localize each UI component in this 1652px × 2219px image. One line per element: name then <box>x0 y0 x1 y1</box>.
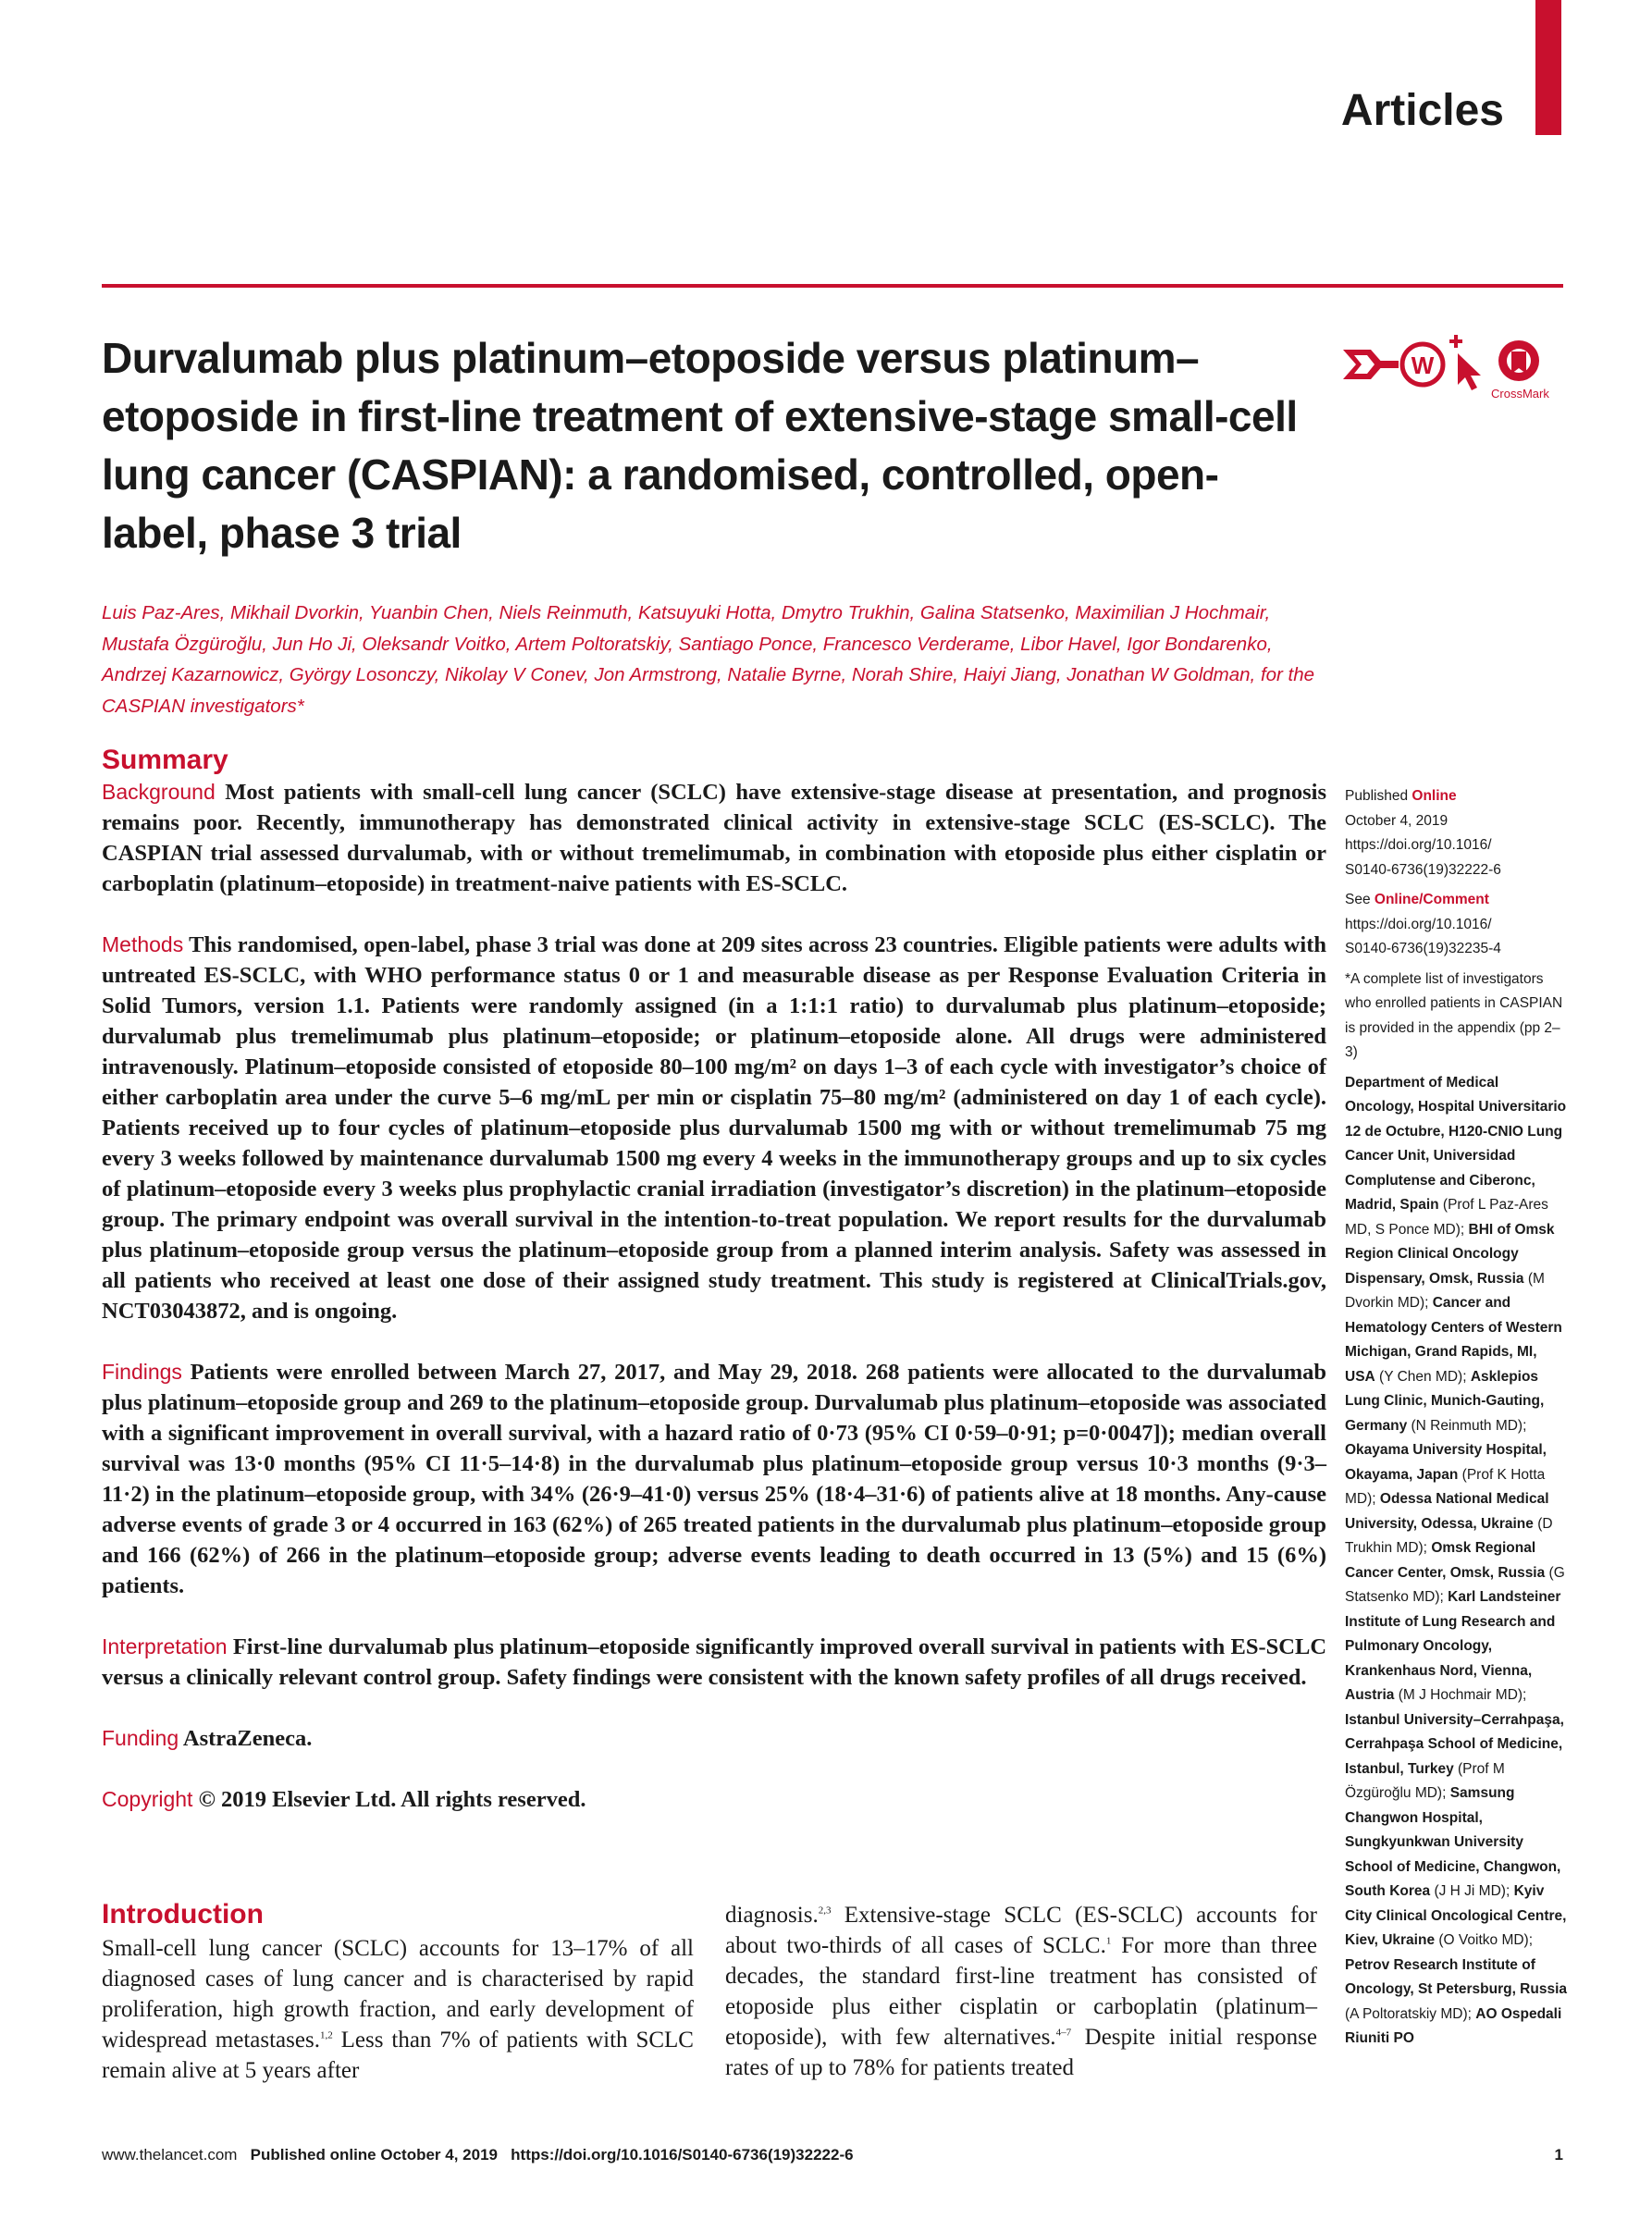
affiliation-institution: Cancer and Hematology Centers of Western Michigan, Grand Rapids, MI, USA <box>1345 1295 1562 1385</box>
affiliation-authors: (M Dvorkin MD); <box>1345 1270 1545 1311</box>
funding-text: AstraZeneca. <box>182 1726 313 1751</box>
intro-text: Small-cell lung cancer (SCLC) accounts for 13–17% of all diagnosed cases of lung cancer and is characterised by rapid proliferation, high growth fraction, and early development of widespread metastases. <box>102 1936 694 2053</box>
page-number: 1 <box>1554 2146 1563 2164</box>
affiliation-authors: (Prof L Paz-Ares MD, S Ponce MD); <box>1345 1197 1548 1238</box>
crossmark-icon <box>1498 340 1539 381</box>
affiliation-authors: (Prof M Özgüroğlu MD); <box>1345 1760 1505 1801</box>
affiliation-institution: Omsk Regional Cancer Center, Omsk, Russia <box>1345 1540 1546 1581</box>
affiliation-institution: Karl Landsteiner Institute of Lung Research and Pulmonary Oncology, Krankenhaus Nord, Vienna, Austria <box>1345 1589 1561 1703</box>
cursor-plus-icon <box>1449 335 1481 390</box>
summary-section <box>102 744 1326 1845</box>
crossmark-label: CrossMark <box>1491 387 1549 401</box>
introduction-column-2 <box>725 1900 1317 2083</box>
section-label: Articles <box>1340 86 1504 135</box>
methods-label: Methods <box>102 932 184 956</box>
affiliation-authors: (M J Hochmair MD); <box>1394 1687 1527 1703</box>
summary-findings <box>102 1357 1326 1601</box>
funding-label: Funding <box>102 1726 179 1750</box>
findings-label: Findings <box>102 1360 182 1384</box>
affiliation-authors: (O Voitko MD); <box>1435 1932 1534 1948</box>
see-comment <box>1345 888 1567 962</box>
published-date: October 4, 2019 <box>1345 812 1449 829</box>
published-prefix: Published <box>1345 788 1412 804</box>
affiliation-institution: Kyiv City Clinical Oncological Centre, Kiev, Ukraine <box>1345 1883 1567 1948</box>
summary-background <box>102 777 1326 899</box>
methods-text: This randomised, open-label, phase 3 trial was done at 209 sites across 23 countries. Eligible patients were adults with untreated ES-SCLC, with WHO performance status 0 or 1 and measurable disease as per Response Evaluation Criteria in Solid Tumors, version 1.1. Patients were randomly assigned (in a 1:1:1 ratio) to durvalumab plus platinum–etoposide; durvalumab plus tremelimumab plus platinum–etoposide; or platinum–etoposide alone. All drugs were administered intravenously. Platinum–etoposide consisted of etoposide 80–100 mg/m² on days 1–3 of each cycle with investigator’s choice of either carboplatin area under the curve 5–6 mg/mL per min or cisplatin 75–80 mg/m² (administered on day 1 of each cycle). Patients received up to four cycles of platinum–etoposide plus durvalumab 1500 mg with or without tremelimumab 75 mg every 3 weeks followed by maintenance durvalumab 1500 mg every 4 weeks in the immunotherapy groups and up to six cycles of platinum–etoposide every 3 weeks plus prophylactic cranial irradiation (investigator’s discretion) in the platinum–etoposide group. The primary endpoint was overall survival in the intention-to-treat population. We report results for the durvalumab plus platinum–etoposide group versus the platinum–etoposide group from a planned interim analysis. Safety was assessed in all patients who received at least one dose of their assigned study treatment. This study is registered at ClinicalTrials.gov, NCT03043872, and is ongoing. <box>102 932 1326 1324</box>
header-rule <box>102 284 1563 288</box>
summary-funding <box>102 1723 1326 1754</box>
background-label: Background <box>102 780 216 804</box>
section-tab <box>1535 0 1561 135</box>
intro-text: diagnosis. <box>725 1903 819 1928</box>
footer-doi[interactable]: https://doi.org/10.1016/S0140-6736(19)32222-6 <box>511 2146 854 2164</box>
affiliation-authors: (G Statsenko MD); <box>1345 1564 1565 1605</box>
affiliation-institution: Petrov Research Institute of Oncology, St Petersburg, Russia <box>1345 1956 1568 1997</box>
summary-methods <box>102 930 1326 1326</box>
sidebar-notes <box>1345 784 1567 2057</box>
findings-text: Patients were enrolled between March 27, 2017, and May 29, 2018. 268 patients were allocated to the durvalumab plus platinum–etoposide group and 269 to the platinum–etoposide group. Durvalumab plus platinum–etoposide was associated with a significant improvement in overall survival, with a hazard ratio of 0·73 (95% CI 0·59–0·91; p=0·0047]); median overall survival was 13·0 months (95% CI 11·5–14·8) in the durvalumab plus platinum–etoposide group versus 10·3 months (9·3–11·2) in the platinum–etoposide group, with 34% (26·9–41·0) versus 25% (18·4–31·6) of patients alive at 18 months. Any-cause adverse events of grade 3 or 4 occurred in 163 (62%) of 265 treated patients in the durvalumab plus platinum–etoposide group and 166 (62%) of 266 in the platinum–etoposide group; adverse events leading to death occurred in 13 (5%) and 15 (6%) patients. <box>102 1360 1326 1598</box>
interpretation-text: First-line durvalumab plus platinum–etoposide significantly improved overall survival in patients with ES-SCLC versus a clinically relevant control group. Safety findings were consistent with the known safety profiles of all drugs received. <box>102 1634 1327 1690</box>
intro-text: Extensive-stage SCLC (ES-SCLC) accounts for about two-thirds of all cases of SCLC. <box>725 1903 1317 1958</box>
summary-heading: Summary <box>102 745 228 775</box>
summary-interpretation <box>102 1632 1326 1693</box>
interpretation-label: Interpretation <box>102 1634 228 1658</box>
introduction-column-1 <box>102 1933 694 2086</box>
author-list: Luis Paz-Ares, Mikhail Dvorkin, Yuanbin Chen, Niels Reinmuth, Katsuyuki Hotta, Dmytro Trukhin, Galina Statsenko, Maximilian J Hochmair, Mustafa Özgüroğlu, Jun Ho Ji, Oleksandr Voitko, Artem Poltoratskiy, Santiago Ponce, Francesco Verderame, Libor Havel, Igor Bondarenko, Andrzej Kazarnowicz, György Losonczy, Nikolay V Conev, Jon Armstrong, Natalie Byrne, Norah Shire, Haiyi Jiang, Jonathan W Goldman, for the CASPIAN investigators* <box>102 602 1315 717</box>
svg-text:W: W <box>1411 351 1435 379</box>
citation-ref[interactable]: 2,3 <box>818 1905 832 1917</box>
footer-published: Published online October 4, 2019 <box>250 2146 498 2164</box>
comment-link[interactable]: Online/Comment <box>1374 892 1489 907</box>
citation-ref[interactable]: 1,2 <box>319 2029 333 2041</box>
affiliation-institution: Samsung Changwon Hospital, Sungkyunkwan University School of Medicine, Changwon, South Korea <box>1345 1785 1561 1899</box>
citation-ref[interactable]: 1 <box>1105 1935 1112 1947</box>
published-online-link[interactable]: Online <box>1412 788 1457 804</box>
footer-site[interactable]: www.thelancet.com <box>102 2146 238 2164</box>
affiliation-authors: (A Poltoratskiy MD); <box>1345 2005 1472 2022</box>
intro-text: Less than 7% of patients with SCLC remain alive at 5 years after <box>102 2028 694 2083</box>
affiliation-institution: Okayama University Hospital, Okayama, Japan <box>1345 1442 1547 1483</box>
affiliation-authors: (D Trukhin MD); <box>1345 1515 1553 1556</box>
affiliation-institution: BHI of Omsk Region Clinical Oncology Dispensary, Omsk, Russia <box>1345 1221 1555 1287</box>
affiliation-authors: (Y Chen MD); <box>1375 1368 1467 1385</box>
intro-text: For more than three decades, the standard first-line treatment has consisted of etoposide plus either cisplatin or carboplatin (platinum–etoposide), with few alternatives. <box>725 1933 1317 2050</box>
introduction-heading: Introduction <box>102 1899 264 1929</box>
wiley-w-icon <box>1402 344 1443 385</box>
background-text: Most patients with small-cell lung cancer (SCLC) have extensive-stage disease at presentation, and prognosis remains poor. Recently, immunotherapy has demonstrated clinical activity in extensive-stage SCLC (ES-SCLC). The CASPIAN trial assessed durvalumab, with or without tremelimumab, in combination with etoposide plus either cisplatin or carboplatin (platinum–etoposide) in treatment-naive patients with ES-SCLC. <box>102 780 1326 896</box>
copyright-text: © 2019 Elsevier Ltd. All rights reserved. <box>198 1787 586 1812</box>
citation-ref[interactable]: 4–7 <box>1055 2027 1072 2039</box>
comment-doi[interactable]: https://doi.org/10.1016/ <box>1345 916 1492 932</box>
affiliation-institution: Odessa National Medical University, Odessa, Ukraine <box>1345 1491 1549 1532</box>
affiliation-institution: Asklepios Lung Clinic, Munich-Gauting, Germany <box>1345 1368 1545 1434</box>
affiliation-institution: Istanbul University–Cerrahpaşa, Cerrahpaşa School of Medicine, Istanbul, Turkey <box>1345 1711 1564 1777</box>
comment-doi[interactable]: S0140-6736(19)32235-4 <box>1345 941 1501 956</box>
affiliation-institution: AO Ospedali Riuniti PO <box>1345 2005 1562 2046</box>
see-prefix: See <box>1345 892 1375 907</box>
published-info <box>1345 784 1567 882</box>
summary-copyright <box>102 1784 1326 1815</box>
affiliation-authors: (Prof K Hotta MD); <box>1345 1466 1546 1507</box>
copyright-label: Copyright <box>102 1787 193 1811</box>
page-footer <box>102 2146 1563 2164</box>
published-doi[interactable]: https://doi.org/10.1016/ <box>1345 837 1492 853</box>
affiliation-authors: (J H Ji MD); <box>1430 1883 1510 1899</box>
intro-text: Despite initial response rates of up to 78% for patients treated <box>725 2025 1317 2080</box>
article-title: Durvalumab plus platinum–etoposide versus platinum–etoposide in first-line treatment of extensive-stage small-cell lung cancer (CASPIAN): a randomised, controlled, open-label, phase 3 trial <box>102 334 1298 557</box>
investigators-footnote: *A complete list of investigators who enrolled patients in CASPIAN is provided in the appendix (pp 2–3) <box>1345 970 1563 1060</box>
arrow-logo-icon <box>1343 350 1399 379</box>
affiliation-authors: (N Reinmuth MD); <box>1407 1417 1527 1434</box>
affiliations <box>1345 1071 1567 2052</box>
published-doi[interactable]: S0140-6736(19)32222-6 <box>1345 861 1501 878</box>
affiliation-institution: Department of Medical Oncology, Hospital Universitario 12 de Octubre, H120-CNIO Lung Cancer Unit, Universidad Complutense and Ciberonc, Madrid, Spain <box>1345 1074 1567 1213</box>
